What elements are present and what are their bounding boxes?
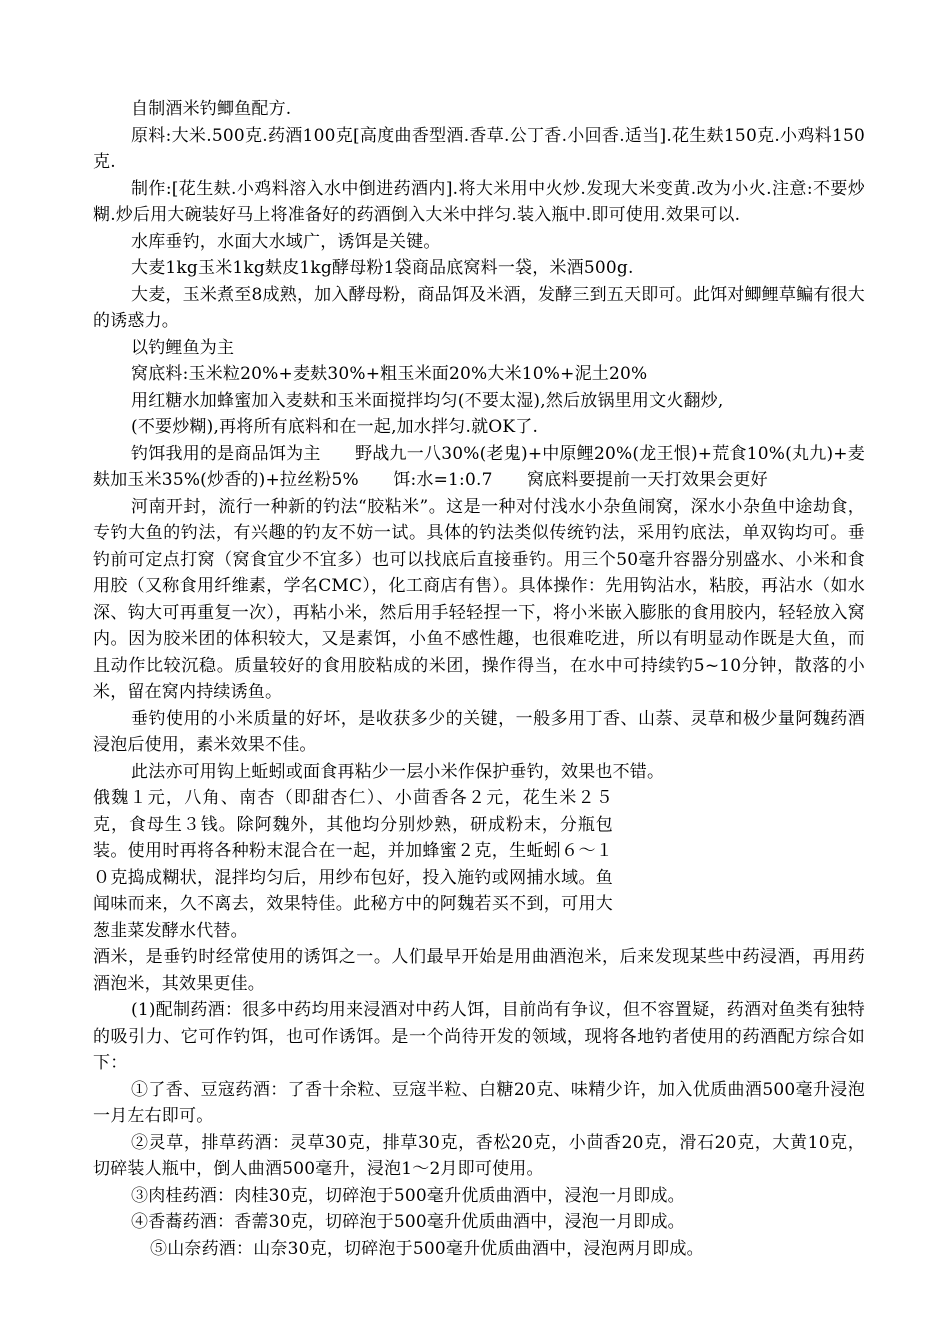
paragraph: 此法亦可用钩上蚯蚓或面食再粘少一层小米作保护垂钓，效果也不错。 <box>131 761 665 782</box>
paragraph: 酒米，是垂钓时经常使用的诱饵之一。人们最早开始是用曲酒泡米，后来发现某些中药浸酒，再用药酒泡米，其效果更佳。 <box>93 947 865 994</box>
paragraph: 钓饵我用的是商品饵为主 野战九一八30%(老鬼)+中原鲤20%(龙王恨)+荒食10%(丸九)+麦麸加玉米35%(炒香的)+拉丝粉5% 饵:水=1:0.7 窝底料要提前一天打效果会更好 <box>93 443 865 490</box>
paragraph: 水库垂钓，水面大水域广，诱饵是关键。 <box>131 231 441 252</box>
paragraph: ④香蕎药酒：香薷30克，切碎泡于500毫升优质曲酒中，浸泡一月即成。 <box>131 1212 685 1232</box>
paragraph: 以钓鲤鱼为主 <box>131 337 235 358</box>
paragraph: 大麦，玉米煮至8成熟，加入酵母粉，商品饵及米酒，发酵三到五天即可。此饵对鲫鲤草鳊有很大的诱惑力。 <box>93 284 865 331</box>
paragraph: 制作:[花生麸.小鸡料溶入水中倒进药酒内].将大米用中火炒.发现大米变黄.改为小火.注意:不要炒糊.炒后用大碗装好马上将准备好的药酒倒入大米中拌匀.装入瓶中.即可使用.效果可以. <box>93 178 865 225</box>
paragraph: 窝底料:玉米粒20%+麦麸30%+粗玉米面20%大米10%+泥土20% <box>131 364 648 384</box>
paragraph: 垂钓使用的小米质量的好坏，是收获多少的关键，一般多用丁香、山萘、灵草和极少量阿魏药酒浸泡后使用，素米效果不佳。 <box>93 708 865 755</box>
paragraph: 俄魏１元，八角、南杏（即甜杏仁）、小茴香各２元，花生米２５克，食母生３钱。除阿魏外，其他均分别炒熟，研成粉末，分瓶包装。使用时再将各种粉末混合在一起，并加蜂蜜２克，生蚯蚓６～１０克捣成糊状，混拌均匀后，用纱布包好，投入施钓或网捕水域。鱼闻味而来，久不离去，效果特佳。此秘方中的阿魏若买不到，可用大葱韭菜发酵水代替。 <box>93 788 613 941</box>
paragraph: ②灵草，排草药酒：灵草30克，排草30克，香松20克，小茴香20克，滑石20克，大黄10克，切碎装人瓶中，倒人曲酒500毫升，浸泡1～2月即可使用。 <box>93 1132 865 1179</box>
paragraph: 自制酒米钓鲫鱼配方. <box>131 99 292 119</box>
paragraph: 大麦1kg玉米1kg麸皮1kg酵母粉1袋商品底窝料一袋，米酒500g. <box>131 258 634 278</box>
document-body <box>93 96 865 1262</box>
paragraph: ①了香、豆寇药酒：了香十余粒、豆寇半粒、白糖20克、味精少许，加入优质曲酒500毫升浸泡一月左右即可。 <box>93 1079 865 1126</box>
paragraph: 原料:大米.500克.药酒100克[高度曲香型酒.香草.公丁香.小回香.适当].花生麸150克.小鸡料150克. <box>93 125 865 172</box>
paragraph: 河南开封，流行一种新的钓法“胶粘米”。这是一种对付浅水小杂鱼闹窝，深水小杂鱼中途劫食，专钓大鱼的钓法，有兴趣的钓友不妨一试。具体的钓法类似传统钓法，采用钓底法，单双钩均可。垂钓前可定点打窝（窝食宜少不宜多）也可以找底后直接垂钓。用三个50毫升容器分别盛水、小米和食用胶（又称食用纤维素，学名CMC），化工商店有售）。具体操作：先用钩沾水，粘胶，再沾水（如水深、钩大可再重复一次），再粘小米，然后用手轻轻捏一下，将小米嵌入膨胀的食用胶内，轻轻放入窝内。因为胶米团的体积较大，又是素饵，小鱼不感性趣，也很难吃进，所以有明显动作既是大鱼，而且动作比较沉稳。质量较好的食用胶粘成的米团，操作得当，在水中可持续钓5~10分钟，散落的小米，留在窝内持续诱鱼。 <box>93 496 865 702</box>
paragraph: ③肉桂药酒：肉桂30克，切碎泡于500毫升优质曲酒中，浸泡一月即成。 <box>131 1185 685 1206</box>
paragraph: (1)配制药酒：很多中药均用来浸酒对中药人饵，目前尚有争议，但不容置疑，药酒对鱼类有独特的吸引力、它可作钓饵，也可作诱饵。是一个尚待开发的领域，现将各地钓者使用的药酒配方综合如下： <box>93 1000 865 1073</box>
paragraph: 用红糖水加蜂蜜加入麦麸和玉米面搅拌均匀(不要太湿),然后放锅里用文火翻炒, <box>131 390 724 411</box>
paragraph: ⑤山奈药酒：山奈30克，切碎泡于500毫升优质曲酒中，浸泡两月即成。 <box>150 1238 704 1259</box>
paragraph: (不要炒糊),再将所有底料和在一起,加水拌匀.就OK了. <box>131 417 539 437</box>
